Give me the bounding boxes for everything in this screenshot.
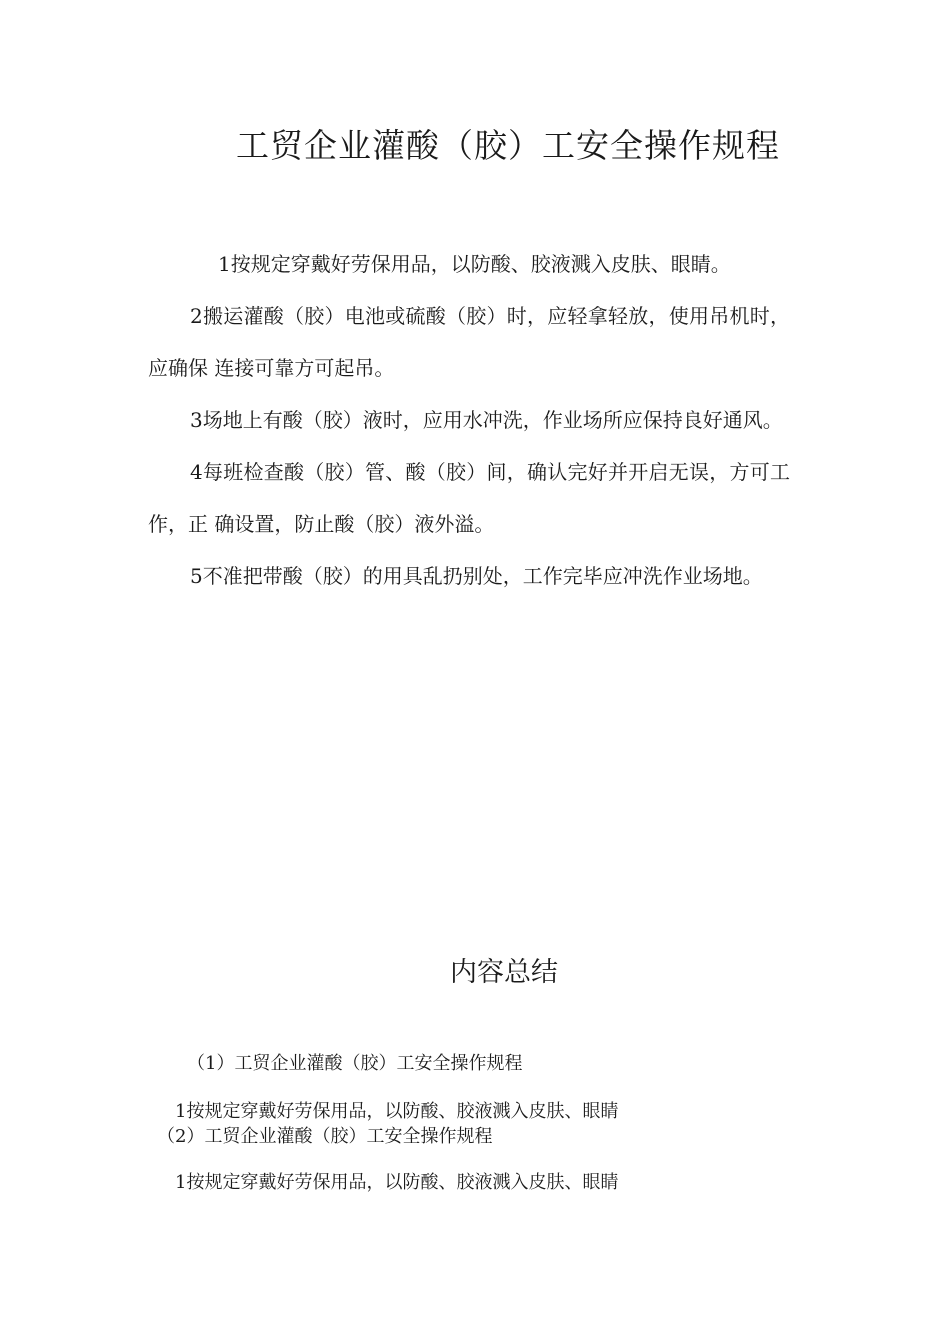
paragraph-2: 2搬运灌酸（胶）电池或硫酸（胶）时，应轻拿轻放，使用吊机时，应确保 连接可靠方可起吊。: [148, 304, 790, 380]
summary-line-3: （2）工贸企业灌酸（胶）工安全操作规程: [157, 1126, 493, 1147]
paragraph-1: 1按规定穿戴好劳保用品，以防酸、胶液溅入皮肤、眼睛。: [218, 252, 731, 276]
summary-heading: 内容总结: [450, 957, 558, 988]
summary-line-2: 1按规定穿戴好劳保用品，以防酸、胶液溅入皮肤、眼睛: [175, 1101, 619, 1122]
paragraph-5: 5不准把带酸（胶）的用具乱扔别处，工作完毕应冲洗作业场地。: [190, 564, 763, 588]
document-body: [148, 238, 790, 602]
paragraph-4: 4每班检查酸（胶）管、酸（胶）间，确认完好并开启无误，方可工作，正 确设置，防止酸（胶）液外溢。: [148, 460, 790, 536]
summary-line-1: （1）工贸企业灌酸（胶）工安全操作规程: [187, 1053, 523, 1074]
summary-line-4: 1按规定穿戴好劳保用品，以防酸、胶液溅入皮肤、眼睛: [175, 1172, 619, 1193]
paragraph-3: 3场地上有酸（胶）液时，应用水冲洗，作业场所应保持良好通风。: [190, 408, 783, 432]
document-title: 工贸企业灌酸（胶）工安全操作规程: [236, 126, 780, 165]
